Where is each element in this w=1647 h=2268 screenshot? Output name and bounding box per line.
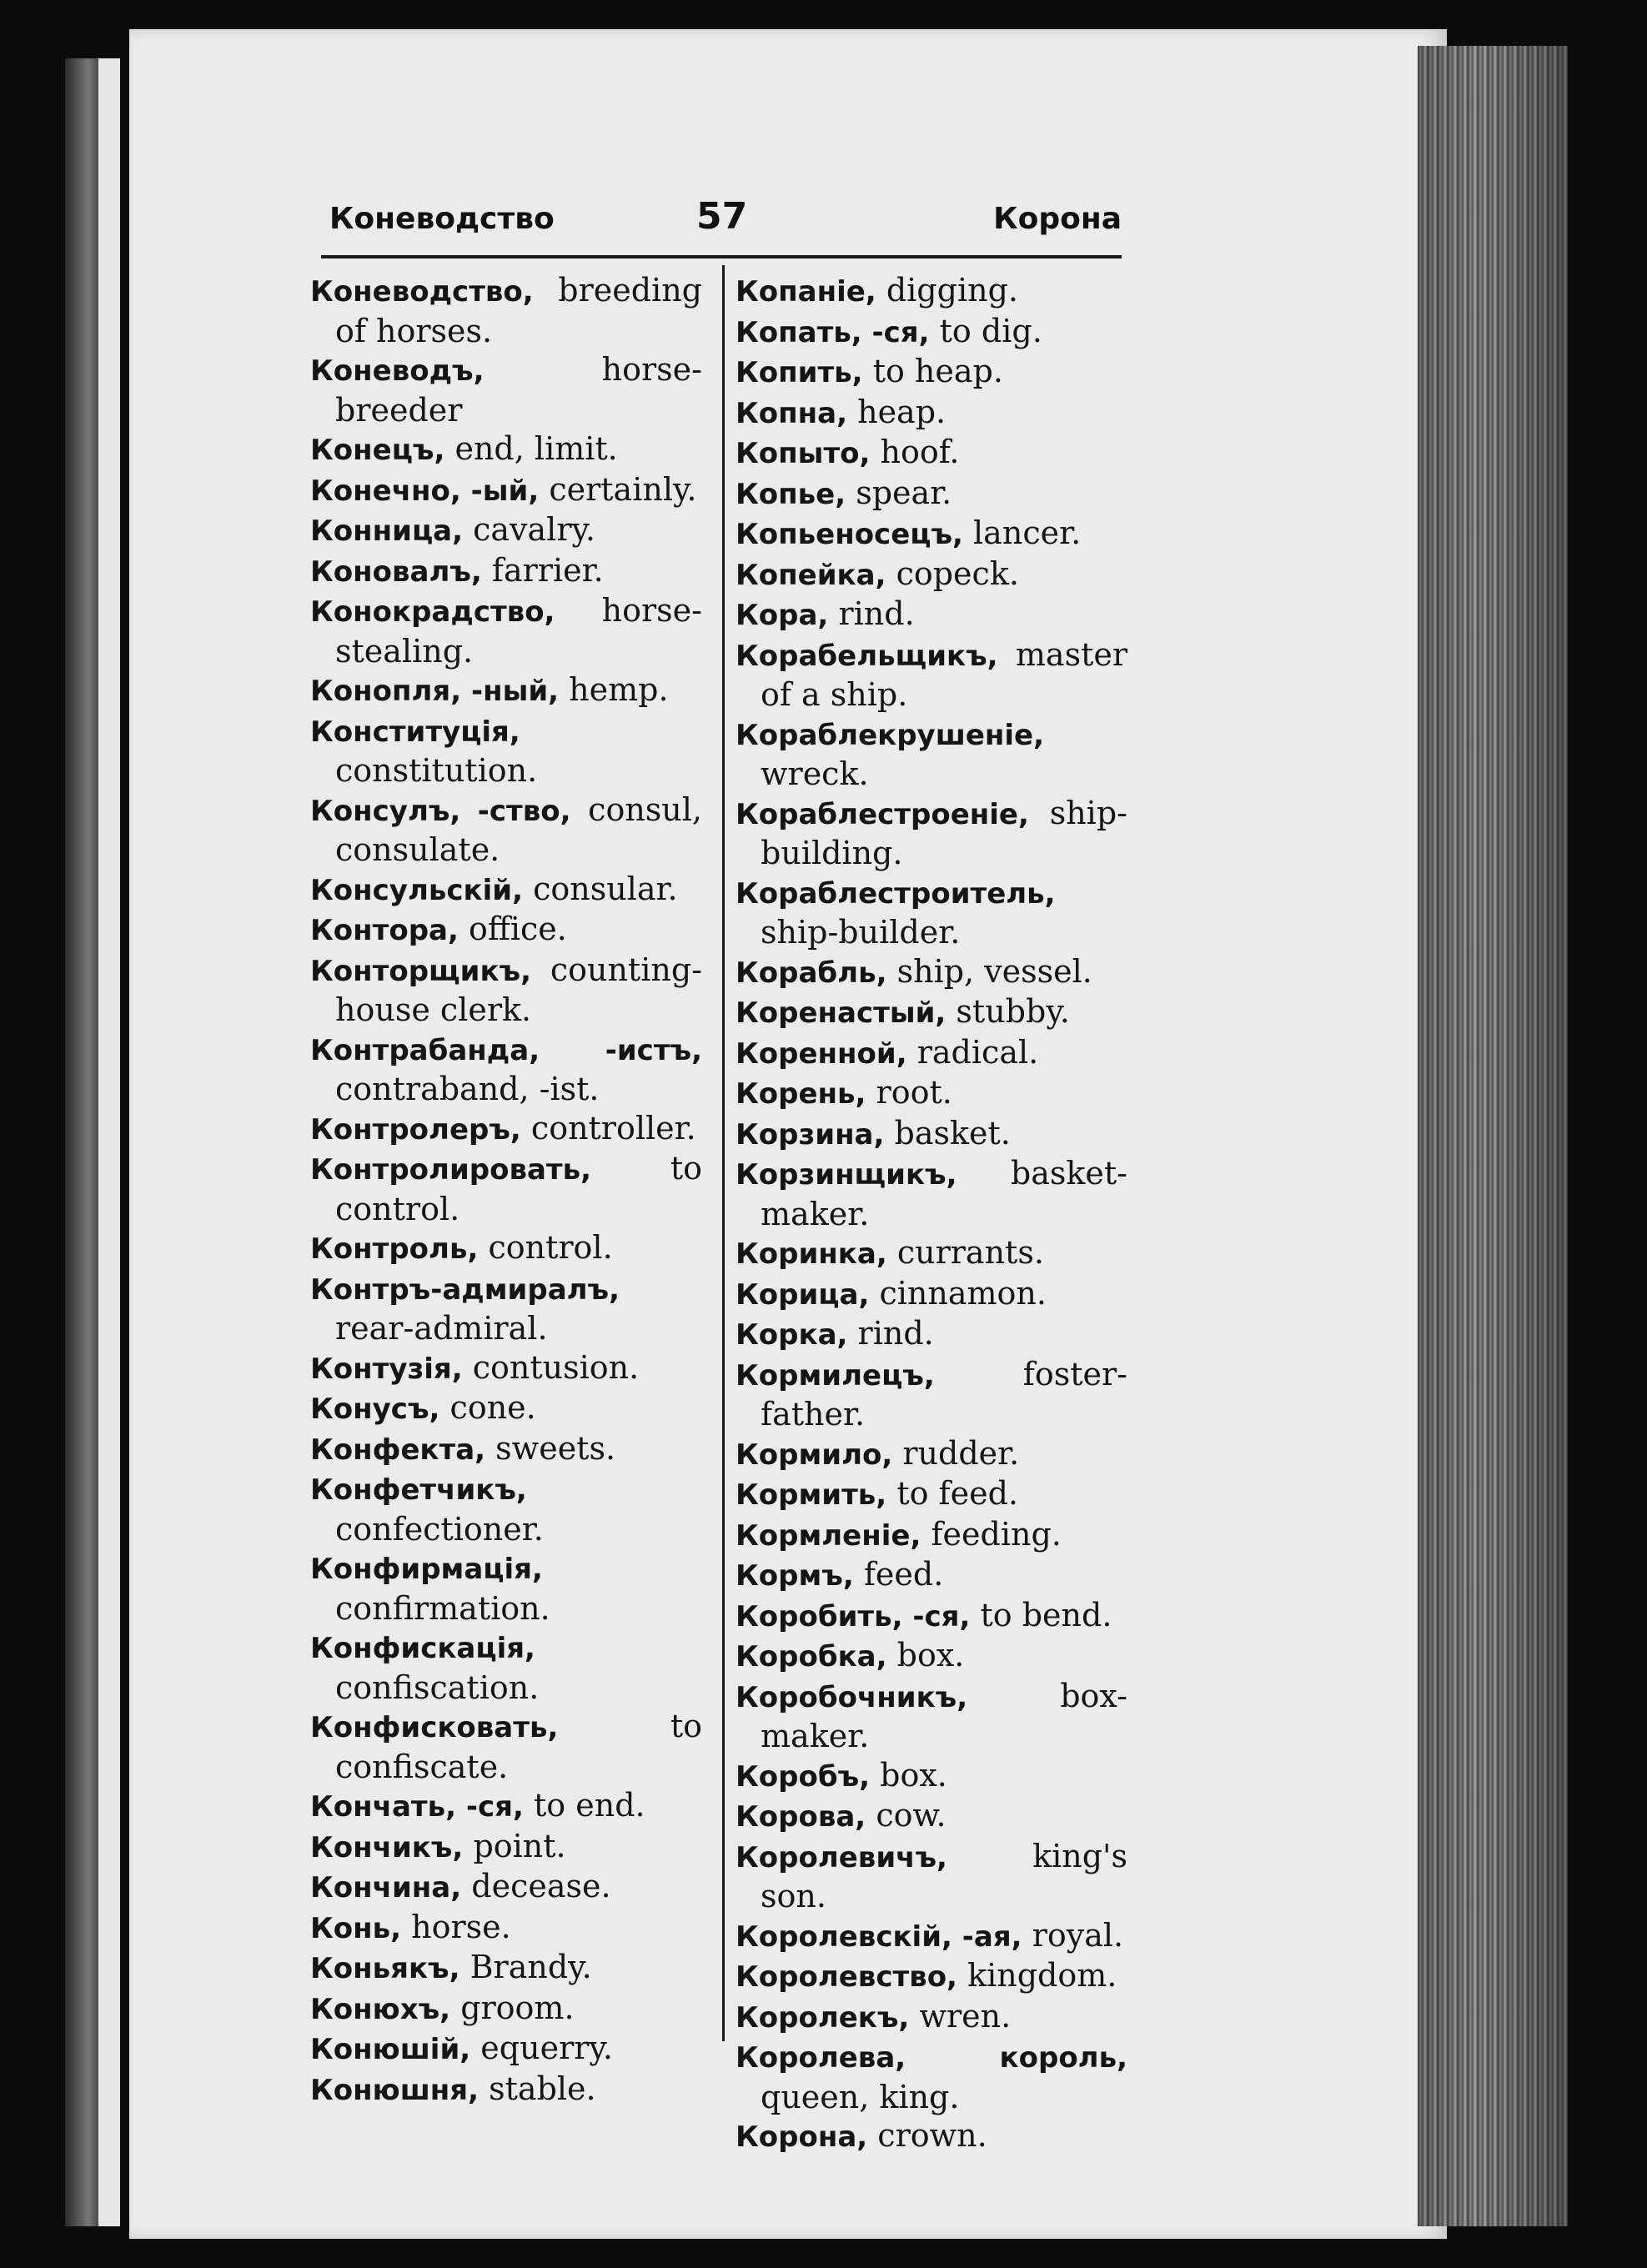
dictionary-entry [736,2037,1127,2116]
headword: Королевство, [736,1960,957,1994]
dictionary-entry [736,1474,1127,1515]
definition: to heap. [872,353,1003,389]
headword: Королевичъ, [736,1840,947,1874]
dictionary-entry [736,952,1127,993]
page-number: 57 [696,195,748,238]
headword: Конюшій, [310,2033,471,2066]
dictionary-entry [736,1636,1127,1677]
dictionary-entry [736,1314,1127,1355]
headword: Контръ-адмиралъ, [310,1272,620,1307]
headword: Кораблестроитель, [736,876,1056,911]
dictionary-entry [736,595,1127,635]
dictionary-entry [310,2029,702,2070]
dictionary-entry [310,470,702,511]
headword: Конфискація, [310,1632,535,1665]
definition: decease. [471,1868,611,1904]
headword: Контрабанда, -истъ, [310,1033,702,1067]
left-page-strip [98,58,120,2226]
headword: Коневодъ, [310,354,485,388]
headword: Конюхъ, [310,1992,451,2026]
definition: stable. [489,2070,596,2107]
dictionary-entry [310,1030,702,1109]
definition: end, limit. [454,430,618,467]
dictionary-entry [736,715,1127,794]
headword: Корзина, [736,1117,885,1152]
definition: currants. [896,1234,1044,1271]
dictionary-entry [736,433,1127,474]
definition: cone. [449,1389,536,1426]
dictionary-entry [310,951,702,1030]
headword: Кораблекрушеніе, [736,718,1044,752]
definition: heap. [857,393,947,430]
headword: Конь, [310,1911,402,1945]
definition: feed. [863,1556,944,1593]
definition: root. [876,1074,952,1111]
dictionary-entry [736,1515,1127,1556]
dictionary-entry [310,870,702,911]
dictionary-entry [736,1154,1127,1233]
headword: Копаніе, [736,275,876,309]
headword: Королекъ, [736,2000,910,2035]
headword: Кораблестроеніе, [736,797,1029,831]
headword: Корона, [736,2120,868,2154]
headword: Корабельщикъ, [736,639,998,673]
dictionary-entry [736,312,1127,353]
dictionary-entry [736,1677,1127,1756]
definition: control. [488,1229,613,1266]
headword: Конечно, -ый, [310,474,540,508]
definition: groom. [460,1989,575,2026]
definition: basket-maker. [761,1155,1127,1232]
dictionary-entry [736,1274,1127,1315]
dictionary-entry [736,514,1127,554]
dictionary-entry [310,1827,702,1868]
definition: breeding of horses. [335,272,702,349]
headword: Кормило, [736,1438,893,1472]
dictionary-entry [310,1867,702,1908]
headword: Коробка, [736,1640,887,1673]
headword: Копать, -ся, [736,315,930,349]
definition: rudder. [902,1434,1020,1472]
definition: ship-builder. [761,914,961,951]
headword: Коренной, [736,1036,907,1071]
definition: rind. [838,595,915,632]
definition: lancer. [973,514,1082,551]
dictionary-entry [736,1114,1127,1155]
headword: Конституція, [310,715,520,749]
headword: Копыто, [736,437,871,470]
definition: box. [880,1756,947,1794]
headword: Кончикъ, [310,1830,464,1864]
dictionary-entry [310,1628,702,1707]
headword: Коробочникъ, [736,1680,968,1714]
definition: point. [473,1827,566,1864]
dictionary-entry [736,474,1127,514]
definition: cinnamon. [879,1274,1047,1312]
definition: horse. [411,1908,511,1945]
dictionary-entry [736,554,1127,595]
dictionary-entry [310,1388,702,1429]
dictionary-entry [310,1948,702,1989]
dictionary-entry [310,2070,702,2110]
headword: Кормъ, [736,1559,854,1593]
definition: hoof. [880,434,960,470]
definition: spear. [856,474,952,511]
definition: royal. [1032,1916,1124,1954]
dictionary-entry [736,1596,1127,1637]
definition: office. [469,911,567,947]
dictionary-entry [310,1348,702,1389]
dictionary-entry [310,670,702,711]
headword: Корзинщикъ, [736,1158,957,1192]
definition: king's son. [761,1837,1127,1914]
headword: Коньякъ, [310,1952,460,1985]
definition: consul, consulate. [335,790,702,868]
dictionary-entry [736,1355,1127,1434]
headword: Коневодство, [310,275,534,309]
definition: counting-house clerk. [335,951,702,1028]
headword: Коновалъ, [310,554,482,589]
dictionary-entry [736,992,1127,1033]
book-fore-edge-shade [1418,46,1568,2226]
dictionary-entry [736,271,1127,312]
definition: radical. [916,1033,1039,1071]
definition: Brandy. [469,1949,592,1985]
headword: Кора, [736,599,829,632]
dictionary-entry [736,1233,1127,1274]
definition: confirmation. [335,1589,550,1627]
headword: Корка, [736,1318,848,1352]
dictionary-entry [736,352,1127,393]
dictionary-entry [310,1228,702,1269]
definition: kingdom. [967,1957,1117,1994]
dictionary-entry [310,711,702,790]
definition: master of a ship. [761,635,1127,713]
headword: Кормить, [736,1478,887,1512]
definition: horse-stealing. [335,592,702,670]
headword: Кормилецъ, [736,1358,935,1392]
dictionary-entry [736,1837,1127,1916]
definition: rind. [857,1315,934,1352]
headword: Конфисковать, [310,1711,559,1744]
dictionary-entry [736,1956,1127,1997]
dictionary-entry [310,1707,702,1786]
definition: basket. [894,1114,1011,1152]
left-page-edge [65,58,98,2226]
definition: wren. [919,1997,1012,2035]
definition: contraband, -ist. [335,1071,600,1107]
headword: Королевскій, -ая, [736,1919,1022,1954]
definition: ship-building. [761,794,1127,871]
definition: to confiscate. [335,1708,702,1785]
definition: controller. [530,1109,696,1147]
headword: Кончина, [310,1871,462,1904]
definition: to feed. [896,1475,1019,1512]
definition: copeck. [896,554,1019,592]
header-rule [321,255,1122,258]
dictionary-entry [310,1269,702,1348]
dictionary-entry [310,271,702,350]
headword: Конторщикъ, [310,954,531,988]
dictionary-entry [310,429,702,470]
dictionary-entry [736,1434,1127,1475]
column-divider [722,265,725,2041]
definition: contusion. [472,1348,640,1386]
definition: wreck. [761,755,869,792]
dictionary-entry [310,350,702,429]
headword: Конфетчикъ, [310,1473,527,1507]
headword: Конфирмація, [310,1553,543,1586]
definition: ship, vessel. [896,952,1092,990]
definition: sweets. [495,1429,616,1467]
headword: Королева, король, [736,2041,1127,2075]
dictionary-entry [736,1916,1127,1957]
dictionary-entry [736,1073,1127,1114]
dictionary-entry [310,1908,702,1949]
definition: confectioner. [335,1510,544,1548]
headword: Контроль, [310,1232,479,1266]
headword: Копить, [736,356,863,389]
left-guide-word: Коневодство [329,202,555,236]
dictionary-entry [736,2116,1127,2157]
definition: queen, king. [761,2078,960,2115]
headword: Контролеръ, [310,1112,521,1147]
dictionary-entry [736,1756,1127,1797]
definition: stubby. [956,993,1070,1030]
definition: constitution. [335,752,538,789]
dictionary-entry [310,1429,702,1470]
dictionary-entry [736,1997,1127,2038]
definition: to dig. [939,312,1042,349]
definition: equerry. [480,2030,613,2066]
definition: cow. [876,1797,947,1834]
definition: horse-breeder [335,351,702,429]
definition: to control. [335,1150,702,1227]
left-column [310,271,702,2110]
headword: Конусъ, [310,1392,440,1426]
dictionary-entry [736,1555,1127,1596]
headword: Корабль, [736,956,887,990]
page-header [329,193,1122,243]
definition: hemp. [569,671,669,708]
headword: Кончать, -ся, [310,1790,524,1824]
headword: Кормленіе, [736,1518,921,1553]
definition: certainly. [549,470,697,508]
headword: Консульскій, [310,873,523,907]
definition: box. [896,1637,965,1673]
headword: Копьеносецъ, [736,518,963,551]
definition: digging. [886,272,1018,309]
dictionary-entry [310,790,702,870]
headword: Конфекта, [310,1433,486,1467]
headword: Корова, [736,1800,866,1834]
dictionary-entry [736,1796,1127,1837]
headword: Коринка, [736,1237,887,1271]
dictionary-entry [736,873,1127,952]
dictionary-entry [310,1469,702,1548]
dictionary-entry [310,591,702,670]
dictionary-entry [310,1548,702,1628]
headword: Контора, [310,914,459,947]
headword: Копье, [736,477,846,511]
headword: Конюшня, [310,2073,480,2107]
headword: Корица, [736,1277,870,1312]
definition: to bend. [980,1596,1112,1633]
headword: Конница, [310,514,464,548]
headword: Конопля, -ный, [310,675,560,708]
headword: Контролировать, [310,1153,592,1187]
dictionary-entry [310,1989,702,2030]
dictionary-entry [310,1109,702,1150]
definition: rear-admiral. [335,1310,548,1347]
headword: Конецъ, [310,434,445,467]
headword: Копна, [736,396,847,430]
headword: Конокрадство, [310,595,555,629]
dictionary-entry [310,1149,702,1228]
definition: foster-father. [761,1355,1127,1433]
dictionary-entry [310,1786,702,1827]
definition: consular. [533,870,678,907]
headword: Копейка, [736,558,886,592]
dictionary-entry [736,794,1127,873]
headword: Коренастый, [736,996,947,1030]
dictionary-entry [310,910,702,951]
right-column [736,271,1127,2157]
dictionary-entry [310,510,702,551]
dictionary-entry [736,1033,1127,1074]
headword: Коробъ, [736,1759,871,1794]
definition: feeding. [931,1515,1062,1553]
dictionary-entry [736,393,1127,434]
dictionary-entry [310,551,702,592]
definition: farrier. [491,551,604,589]
headword: Корень, [736,1077,866,1111]
right-guide-word: Корона [993,202,1122,236]
headword: Коробить, -ся, [736,1599,971,1633]
definition: confiscation. [335,1668,540,1706]
dictionary-entry [736,635,1127,715]
definition: crown. [877,2117,987,2154]
headword: Контузія, [310,1352,463,1386]
definition: cavalry. [473,511,595,548]
definition: box-maker. [761,1677,1127,1754]
headword: Консулъ, -ство, [310,794,571,828]
definition: to end. [534,1787,645,1824]
